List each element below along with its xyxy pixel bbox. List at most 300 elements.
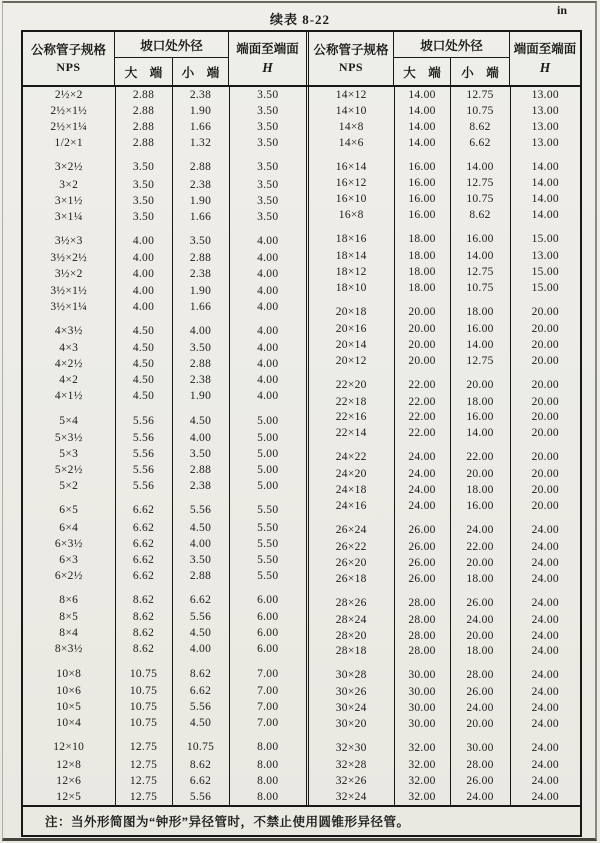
od-large-end-cell: 20.00 — [394, 321, 450, 337]
od-small-end-cell: 3.50 — [172, 340, 229, 356]
face-to-face-cell: 7.00 — [229, 715, 306, 731]
table-header — [23, 32, 580, 87]
od-small-end-cell: 6.62 — [450, 135, 510, 151]
nps-cell: 32×30 — [335, 742, 367, 755]
nps-cell: 20×12 — [335, 354, 367, 367]
header-nps-cn: 公称管子规格 — [313, 42, 389, 57]
nps-cell: 26×18 — [335, 572, 367, 585]
table-row — [309, 514, 580, 539]
od-large-end-cell: 6.62 — [115, 552, 172, 568]
od-small-end-cell: 28.00 — [450, 757, 510, 773]
face-to-face-cell: 4.00 — [229, 372, 306, 388]
nps-cell: 22×16 — [335, 411, 367, 424]
nps-cell: 2½×2 — [54, 89, 83, 101]
nps-cell: 3×2 — [59, 178, 79, 191]
nps-cell: 4×3½ — [54, 324, 83, 337]
nps-cell: 4×2½ — [54, 358, 83, 371]
od-small-end-cell: 4.00 — [172, 641, 229, 657]
nps-cell: 28×20 — [335, 629, 367, 642]
od-small-end-cell: 18.00 — [450, 644, 510, 660]
od-small-end-cell: 8.62 — [172, 657, 229, 682]
nps-cell: 10×5 — [56, 700, 82, 713]
table-header-left — [23, 32, 306, 85]
od-small-end-cell: 22.00 — [450, 441, 510, 466]
face-to-face-cell: 20.00 — [510, 466, 580, 482]
table-row — [23, 356, 306, 372]
nps-cell: 3×2½ — [54, 161, 83, 174]
nps-cell: 6×3½ — [54, 537, 83, 550]
od-small-end-cell: 14.00 — [450, 425, 510, 441]
face-to-face-cell: 24.00 — [510, 732, 580, 757]
nps-cell: 14×8 — [338, 120, 364, 133]
face-to-face-cell: 20.00 — [510, 296, 580, 321]
table-row — [23, 177, 306, 193]
od-small-end-cell: 1.66 — [172, 119, 229, 135]
table-row — [23, 757, 306, 773]
nps-cell: 30×20 — [335, 718, 367, 731]
od-large-end-cell: 2.88 — [115, 87, 172, 103]
header-od-large: 大 端 — [124, 65, 163, 80]
od-large-end-cell: 4.50 — [115, 315, 172, 340]
nps-cell: 5×3 — [59, 447, 79, 460]
od-large-end-cell: 22.00 — [394, 394, 450, 410]
nps-cell: 12×6 — [56, 774, 82, 787]
od-large-end-cell: 6.62 — [115, 520, 172, 536]
table-row — [23, 299, 306, 315]
face-to-face-cell: 24.00 — [510, 612, 580, 628]
table-row — [23, 446, 306, 462]
nps-cell: 32×24 — [335, 790, 367, 803]
od-large-end-cell: 4.00 — [115, 283, 172, 299]
od-large-end-cell: 3.50 — [115, 177, 172, 193]
od-small-end-cell: 8.62 — [172, 757, 229, 773]
od-small-end-cell: 14.00 — [450, 337, 510, 353]
od-small-end-cell: 18.00 — [450, 571, 510, 587]
nps-cell: 28×18 — [335, 645, 367, 658]
face-to-face-cell: 3.50 — [229, 119, 306, 135]
od-large-end-cell: 26.00 — [394, 514, 450, 539]
od-large-end-cell: 14.00 — [394, 87, 450, 103]
od-large-end-cell: 10.75 — [115, 683, 172, 699]
table-row — [309, 482, 580, 498]
face-to-face-cell: 3.50 — [229, 151, 306, 176]
nps-cell: 20×16 — [335, 322, 367, 335]
nps-cell: 6×5 — [59, 504, 79, 517]
od-large-end-cell: 10.75 — [115, 715, 172, 731]
od-small-end-cell: 2.38 — [172, 266, 229, 282]
table-row — [309, 644, 580, 660]
od-small-end-cell: 12.75 — [450, 353, 510, 369]
table-row — [23, 699, 306, 715]
od-small-end-cell: 26.00 — [450, 587, 510, 612]
od-large-end-cell: 10.75 — [115, 699, 172, 715]
od-large-end-cell: 18.00 — [394, 248, 450, 264]
od-small-end-cell: 26.00 — [450, 773, 510, 789]
table-row — [309, 321, 580, 337]
face-to-face-cell: 14.00 — [510, 151, 580, 176]
od-small-end-cell: 5.56 — [172, 609, 229, 625]
od-large-end-cell: 2.88 — [115, 119, 172, 135]
header-od-small: 小 端 — [172, 58, 228, 85]
table-row — [309, 441, 580, 466]
od-small-end-cell: 4.50 — [172, 404, 229, 429]
nps-cell: 18×14 — [335, 250, 367, 263]
od-small-end-cell: 20.00 — [450, 555, 510, 571]
od-small-end-cell: 10.75 — [450, 103, 510, 119]
face-to-face-cell: 14.00 — [510, 207, 580, 223]
nps-cell: 28×26 — [335, 596, 367, 609]
od-large-end-cell: 14.00 — [394, 135, 450, 151]
nps-cell: 24×18 — [335, 484, 367, 497]
nps-cell: 14×10 — [335, 104, 367, 117]
od-small-end-cell: 16.00 — [450, 410, 510, 426]
face-to-face-cell: 20.00 — [510, 482, 580, 498]
od-small-end-cell: 2.88 — [172, 356, 229, 372]
od-large-end-cell: 8.62 — [115, 625, 172, 641]
od-small-end-cell: 16.00 — [450, 223, 510, 248]
face-to-face-cell: 24.00 — [510, 685, 580, 701]
od-large-end-cell: 30.00 — [394, 716, 450, 732]
od-small-end-cell: 1.66 — [172, 209, 229, 225]
od-small-end-cell: 12.75 — [450, 87, 510, 103]
table-row — [23, 209, 306, 225]
nps-cell: 5×2½ — [54, 463, 83, 476]
header-nps-cn: 公称管子规格 — [30, 42, 106, 57]
face-to-face-cell: 5.50 — [229, 552, 306, 568]
od-large-end-cell: 3.50 — [115, 151, 172, 176]
od-small-end-cell: 16.00 — [450, 321, 510, 337]
od-large-end-cell: 6.62 — [115, 568, 172, 584]
nps-cell: 30×26 — [335, 686, 367, 699]
header-ff-symbol: H — [539, 59, 551, 75]
header-od-large: 大 端 — [403, 65, 441, 80]
od-small-end-cell: 1.90 — [172, 193, 229, 209]
nps-cell: 5×4 — [59, 414, 79, 427]
table-row — [309, 410, 580, 426]
table-row — [309, 773, 580, 789]
face-to-face-cell: 24.00 — [510, 539, 580, 555]
table-row — [23, 584, 306, 609]
od-large-end-cell: 4.50 — [115, 356, 172, 372]
table-header-right — [309, 32, 580, 85]
table-row — [309, 353, 580, 369]
od-large-end-cell: 3.50 — [115, 193, 172, 209]
face-to-face-cell: 5.00 — [229, 478, 306, 494]
face-to-face-cell: 20.00 — [510, 498, 580, 514]
od-small-end-cell: 6.62 — [172, 584, 229, 609]
od-large-end-cell: 24.00 — [394, 466, 450, 482]
od-small-end-cell: 22.00 — [450, 539, 510, 555]
od-small-end-cell: 20.00 — [450, 369, 510, 394]
face-to-face-cell: 7.00 — [229, 699, 306, 715]
nps-cell: 10×6 — [56, 684, 82, 697]
nps-cell: 32×28 — [335, 759, 367, 772]
table-row — [23, 225, 306, 250]
nps-cell: 30×28 — [335, 669, 367, 682]
table-row — [23, 266, 306, 282]
od-large-end-cell: 8.62 — [115, 609, 172, 625]
table-row — [23, 404, 306, 429]
face-to-face-cell: 24.00 — [510, 628, 580, 644]
od-large-end-cell: 6.62 — [115, 494, 172, 519]
od-large-end-cell: 5.56 — [115, 478, 172, 494]
od-small-end-cell: 12.75 — [450, 176, 510, 192]
table-row — [23, 103, 306, 119]
nps-cell: 16×12 — [335, 177, 367, 190]
od-large-end-cell: 30.00 — [394, 685, 450, 701]
nps-cell: 24×20 — [335, 468, 367, 481]
od-small-end-cell: 8.62 — [450, 119, 510, 135]
table-row — [309, 191, 580, 207]
od-small-end-cell: 10.75 — [172, 731, 229, 756]
header-od-group — [394, 32, 510, 85]
face-to-face-cell: 7.00 — [229, 657, 306, 682]
face-to-face-cell: 20.00 — [510, 394, 580, 410]
table-row — [23, 494, 306, 519]
face-to-face-cell: 4.00 — [229, 315, 306, 340]
face-to-face-cell: 24.00 — [510, 789, 580, 805]
nps-cell: 3½×2 — [54, 268, 83, 281]
od-small-end-cell: 2.38 — [172, 372, 229, 388]
header-ff-cn: 端面至端面 — [513, 41, 577, 56]
od-small-end-cell: 4.50 — [172, 715, 229, 731]
header-od-title: 坡口处外径 — [394, 32, 509, 58]
face-to-face-cell: 20.00 — [510, 321, 580, 337]
od-small-end-cell: 6.62 — [172, 683, 229, 699]
table-row — [309, 264, 580, 280]
nps-cell: 3½×2½ — [50, 252, 88, 265]
od-large-end-cell: 18.00 — [394, 223, 450, 248]
od-small-end-cell: 4.00 — [172, 430, 229, 446]
od-small-end-cell: 14.00 — [450, 248, 510, 264]
table-row — [309, 628, 580, 644]
table-row — [23, 151, 306, 176]
header-ff-cn: 端面至端面 — [236, 41, 299, 56]
header-od-title: 坡口处外径 — [115, 32, 228, 58]
od-large-end-cell: 22.00 — [394, 410, 450, 426]
table-row — [309, 587, 580, 612]
nps-cell: 26×20 — [335, 556, 367, 569]
od-small-end-cell: 10.75 — [450, 280, 510, 296]
od-large-end-cell: 2.88 — [115, 135, 172, 151]
od-small-end-cell: 18.00 — [450, 482, 510, 498]
table-row — [309, 571, 580, 587]
nps-cell: 16×14 — [335, 160, 367, 173]
nps-cell: 22×20 — [335, 378, 367, 391]
od-small-end-cell: 16.00 — [450, 498, 510, 514]
nps-cell: 6×2½ — [54, 569, 83, 582]
od-large-end-cell: 14.00 — [394, 103, 450, 119]
nps-cell: 2½×1½ — [50, 105, 88, 118]
spec-table-frame — [21, 30, 582, 837]
od-small-end-cell: 24.00 — [450, 514, 510, 539]
header-od-subrow — [394, 58, 509, 85]
face-to-face-cell: 24.00 — [510, 555, 580, 571]
od-large-end-cell: 30.00 — [394, 700, 450, 716]
nps-cell: 4×1½ — [54, 390, 83, 403]
face-to-face-cell: 6.00 — [229, 609, 306, 625]
page-title: 续表 8-22 — [269, 12, 331, 27]
table-row — [23, 773, 306, 789]
table-row — [309, 135, 580, 151]
od-large-end-cell: 32.00 — [394, 757, 450, 773]
nps-cell: 10×8 — [56, 667, 82, 680]
table-row — [23, 430, 306, 446]
od-large-end-cell: 22.00 — [394, 369, 450, 394]
od-large-end-cell: 20.00 — [394, 353, 450, 369]
nps-cell: 5×3½ — [54, 431, 83, 444]
table-row — [23, 135, 306, 151]
table-row — [23, 372, 306, 388]
face-to-face-cell: 4.00 — [229, 225, 306, 250]
od-large-end-cell: 18.00 — [394, 264, 450, 280]
face-to-face-cell: 14.00 — [510, 191, 580, 207]
face-to-face-cell: 20.00 — [510, 337, 580, 353]
face-to-face-cell: 5.50 — [229, 494, 306, 519]
od-large-end-cell: 8.62 — [115, 584, 172, 609]
nps-cell: 28×24 — [335, 613, 367, 626]
face-to-face-cell: 20.00 — [510, 410, 580, 426]
face-to-face-cell: 20.00 — [510, 353, 580, 369]
face-to-face-cell: 8.00 — [229, 731, 306, 756]
od-large-end-cell: 4.00 — [115, 299, 172, 315]
od-large-end-cell: 5.56 — [115, 430, 172, 446]
face-to-face-cell: 24.00 — [510, 659, 580, 684]
table-row — [309, 176, 580, 192]
nps-cell: 20×18 — [335, 305, 367, 318]
od-large-end-cell: 4.50 — [115, 372, 172, 388]
table-row — [23, 789, 306, 805]
od-small-end-cell: 1.90 — [172, 283, 229, 299]
face-to-face-cell: 5.00 — [229, 430, 306, 446]
face-to-face-cell: 24.00 — [510, 773, 580, 789]
od-small-end-cell: 2.88 — [172, 568, 229, 584]
table-row — [309, 700, 580, 716]
face-to-face-cell: 3.50 — [229, 209, 306, 225]
face-to-face-cell: 4.00 — [229, 299, 306, 315]
od-large-end-cell: 14.00 — [394, 119, 450, 135]
od-large-end-cell: 26.00 — [394, 539, 450, 555]
nps-cell: 4×2 — [59, 374, 79, 387]
nps-cell: 8×6 — [59, 594, 79, 606]
table-row — [23, 250, 306, 266]
face-to-face-cell: 4.00 — [229, 283, 306, 299]
od-large-end-cell: 24.00 — [394, 498, 450, 514]
od-large-end-cell: 5.56 — [115, 446, 172, 462]
od-large-end-cell: 3.50 — [115, 209, 172, 225]
unit-label: in — [556, 3, 567, 17]
nps-cell: 4×3 — [59, 342, 79, 355]
right-half-table — [309, 87, 580, 805]
od-small-end-cell: 3.50 — [172, 446, 229, 462]
table-row — [23, 731, 306, 756]
od-small-end-cell: 24.00 — [450, 612, 510, 628]
header-nps-en: NPS — [338, 59, 364, 74]
table-row — [309, 659, 580, 684]
nps-cell: 3½×1¼ — [50, 300, 88, 313]
od-small-end-cell: 8.62 — [450, 207, 510, 223]
od-small-end-cell: 2.38 — [172, 478, 229, 494]
od-large-end-cell: 32.00 — [394, 789, 450, 805]
od-small-end-cell: 2.88 — [172, 462, 229, 478]
od-small-end-cell: 2.38 — [172, 177, 229, 193]
od-large-end-cell: 16.00 — [394, 207, 450, 223]
od-large-end-cell: 12.75 — [115, 773, 172, 789]
od-large-end-cell: 20.00 — [394, 337, 450, 353]
od-large-end-cell: 30.00 — [394, 659, 450, 684]
od-large-end-cell: 2.88 — [115, 103, 172, 119]
header-nps — [309, 32, 394, 85]
face-to-face-cell: 13.00 — [510, 135, 580, 151]
nps-cell: 5×2 — [59, 480, 79, 493]
face-to-face-cell: 24.00 — [510, 757, 580, 773]
od-small-end-cell: 20.00 — [450, 716, 510, 732]
od-small-end-cell: 24.00 — [450, 789, 510, 805]
face-to-face-cell: 24.00 — [510, 514, 580, 539]
table-row — [23, 193, 306, 209]
table-row — [309, 103, 580, 119]
od-large-end-cell: 24.00 — [394, 441, 450, 466]
face-to-face-cell: 6.00 — [229, 584, 306, 609]
face-to-face-cell: 24.00 — [510, 700, 580, 716]
table-row — [309, 87, 580, 103]
nps-cell: 18×12 — [335, 266, 367, 279]
nps-cell: 18×10 — [335, 281, 367, 294]
table-row — [309, 757, 580, 773]
od-small-end-cell: 18.00 — [450, 296, 510, 321]
face-to-face-cell: 20.00 — [510, 369, 580, 394]
od-large-end-cell: 26.00 — [394, 571, 450, 587]
nps-cell: 8×3½ — [54, 643, 83, 656]
table-row — [309, 555, 580, 571]
nps-cell: 2½×1¼ — [50, 121, 88, 134]
face-to-face-cell: 4.00 — [229, 340, 306, 356]
nps-cell: 3×1½ — [54, 194, 83, 207]
table-body — [23, 87, 580, 805]
od-small-end-cell: 2.38 — [172, 87, 229, 103]
od-small-end-cell: 30.00 — [450, 732, 510, 757]
od-large-end-cell: 28.00 — [394, 587, 450, 612]
face-to-face-cell: 8.00 — [229, 757, 306, 773]
od-large-end-cell: 4.50 — [115, 388, 172, 404]
nps-cell: 3×1¼ — [54, 210, 83, 223]
table-row — [23, 683, 306, 699]
face-to-face-cell: 4.00 — [229, 266, 306, 282]
header-ff-symbol: H — [262, 59, 273, 75]
od-large-end-cell: 12.75 — [115, 731, 172, 756]
od-small-end-cell: 1.32 — [172, 135, 229, 151]
table-row — [23, 315, 306, 340]
header-nps-en: NPS — [56, 59, 81, 74]
od-small-end-cell: 4.50 — [172, 520, 229, 536]
face-to-face-cell: 13.00 — [510, 119, 580, 135]
od-large-end-cell: 28.00 — [394, 612, 450, 628]
od-large-end-cell: 4.00 — [115, 225, 172, 250]
od-large-end-cell: 12.75 — [115, 757, 172, 773]
face-to-face-cell: 3.50 — [229, 87, 306, 103]
nps-cell: 6×4 — [59, 521, 79, 534]
table-row — [309, 151, 580, 176]
nps-cell: 16×10 — [335, 193, 367, 206]
table-row — [309, 369, 580, 394]
face-to-face-cell: 5.50 — [229, 536, 306, 552]
face-to-face-cell: 24.00 — [510, 587, 580, 612]
nps-cell: 8×5 — [59, 611, 79, 624]
nps-cell: 14×6 — [338, 136, 364, 149]
nps-cell: 24×22 — [335, 451, 367, 464]
face-to-face-cell: 4.00 — [229, 250, 306, 266]
nps-cell: 6×3 — [59, 553, 79, 566]
